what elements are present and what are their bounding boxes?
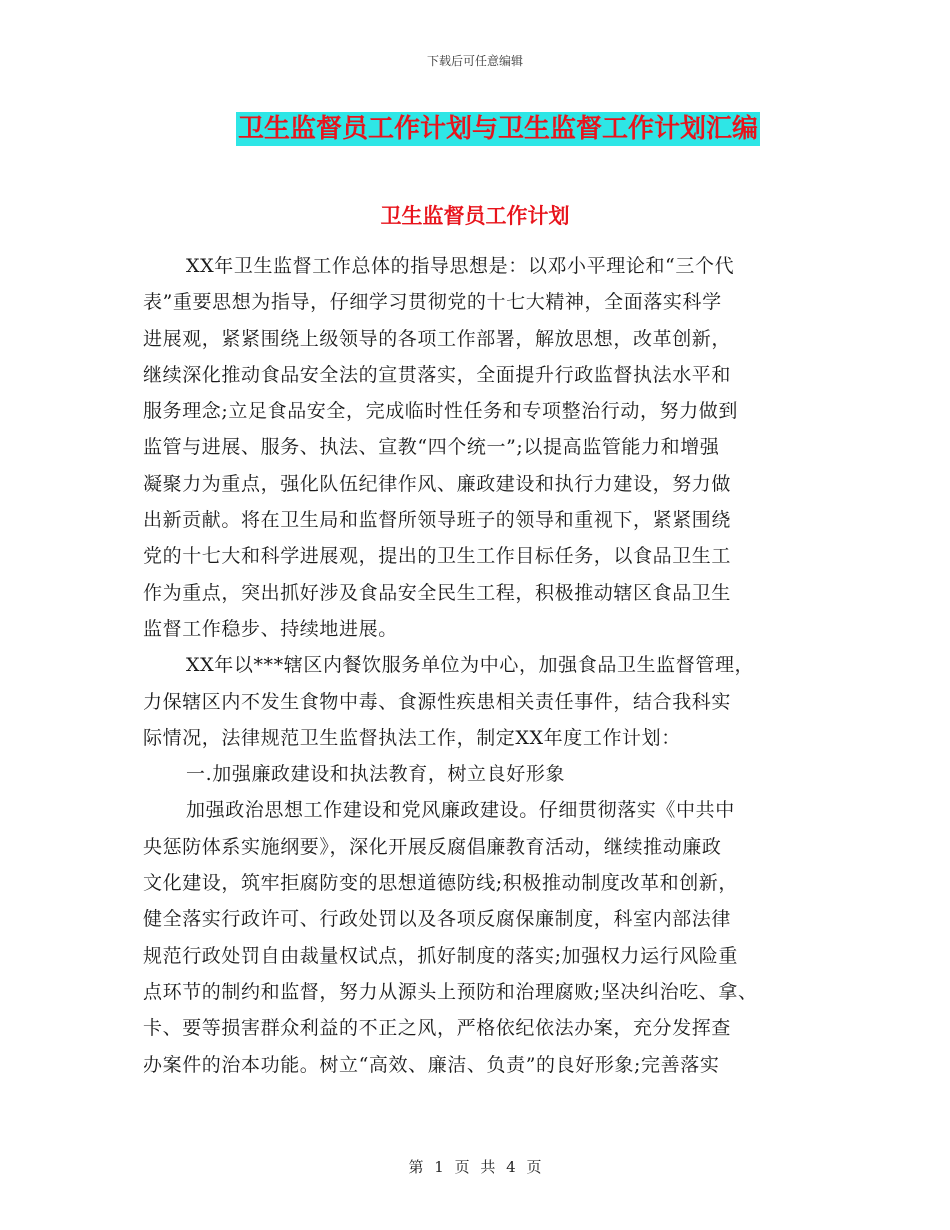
page-header-note: 下载后可任意编辑	[426, 54, 523, 68]
paragraph-line: 力保辖区内不发生食物中毒、食源性疾患相关责任事件，结合我科实	[143, 690, 732, 713]
paragraph-line: 点环节的制约和监督，努力从源头上预防和治理腐败;坚决纠治吃、拿、	[143, 980, 758, 1003]
paragraph-line: 际情况，法律规范卫生监督执法工作，制定XX年度工作计划：	[143, 726, 681, 749]
paragraph-line: 加强政治思想工作建设和党风廉政建设。仔细贯彻落实《中共中	[186, 799, 735, 822]
paragraph-line: 监督工作稳步、持续地进展。	[143, 617, 398, 640]
paragraph-line: 进展观，紧紧围绕上级领导的各项工作部署，解放思想，改革创新，	[143, 327, 732, 350]
paragraph-line: 文化建设，筑牢拒腐防变的思想道德防线;积极推动制度改革和创新，	[143, 872, 739, 895]
paragraph-line: 监管与进展、服务、执法、宣教“四个统一”;以提高监管能力和增强	[143, 436, 720, 459]
paragraph-line: 央惩防体系实施纲要》，深化开展反腐倡廉教育活动，继续推动廉政	[143, 835, 722, 858]
body-text	[143, 248, 823, 1083]
paragraph-line: 办案件的治本功能。树立“高效、廉洁、负责”的良好形象;完善落实	[143, 1053, 720, 1076]
main-title: 卫生监督员工作计划与卫生监督工作计划汇编	[237, 114, 758, 144]
section-heading-1: 一.加强廉政建设和执法教育，树立良好形象	[186, 763, 566, 786]
paragraph-line: 卡、要等损害群众利益的不正之风，严格依纪依法办案，充分发挥查	[143, 1017, 732, 1040]
paragraph-line: XX年以***辖区内餐饮服务单位为中心，加强食品卫生监督管理，	[186, 654, 755, 677]
paragraph-line: 党的十七大和科学进展观，提出的卫生工作目标任务，以食品卫生工	[143, 545, 732, 568]
paragraph-line: 表”重要思想为指导，仔细学习贯彻党的十七大精神，全面落实科学	[143, 291, 722, 314]
paragraph-line: 凝聚力为重点，强化队伍纪律作风、廉政建设和执行力建设，努力做	[143, 472, 732, 495]
paragraph-line: 规范行政处罚自由裁量权试点，抓好制度的落实;加强权力运行风险重	[143, 944, 739, 967]
main-title-wrap	[0, 112, 950, 146]
paragraph-line: 作为重点，突出抓好涉及食品安全民生工程，积极推动辖区食品卫生	[143, 581, 732, 604]
paragraph-line: 继续深化推动食品安全法的宣贯落实，全面提升行政监督执法水平和	[143, 363, 732, 386]
paragraph-line: 服务理念;立足食品安全，完成临时性任务和专项整治行动，努力做到	[143, 400, 739, 423]
paragraph-line: 健全落实行政许可、行政处罚以及各项反腐保廉制度，科室内部法律	[143, 908, 732, 931]
page-number: 第 1 页 共 4 页	[408, 1158, 542, 1176]
paragraph-line: 出新贡献。将在卫生局和监督所领导班子的领导和重视下，紧紧围绕	[143, 509, 732, 532]
section-title: 卫生监督员工作计划	[380, 203, 570, 228]
paragraph-line: XX年卫生监督工作总体的指导思想是：以邓小平理论和“三个代	[186, 255, 735, 277]
